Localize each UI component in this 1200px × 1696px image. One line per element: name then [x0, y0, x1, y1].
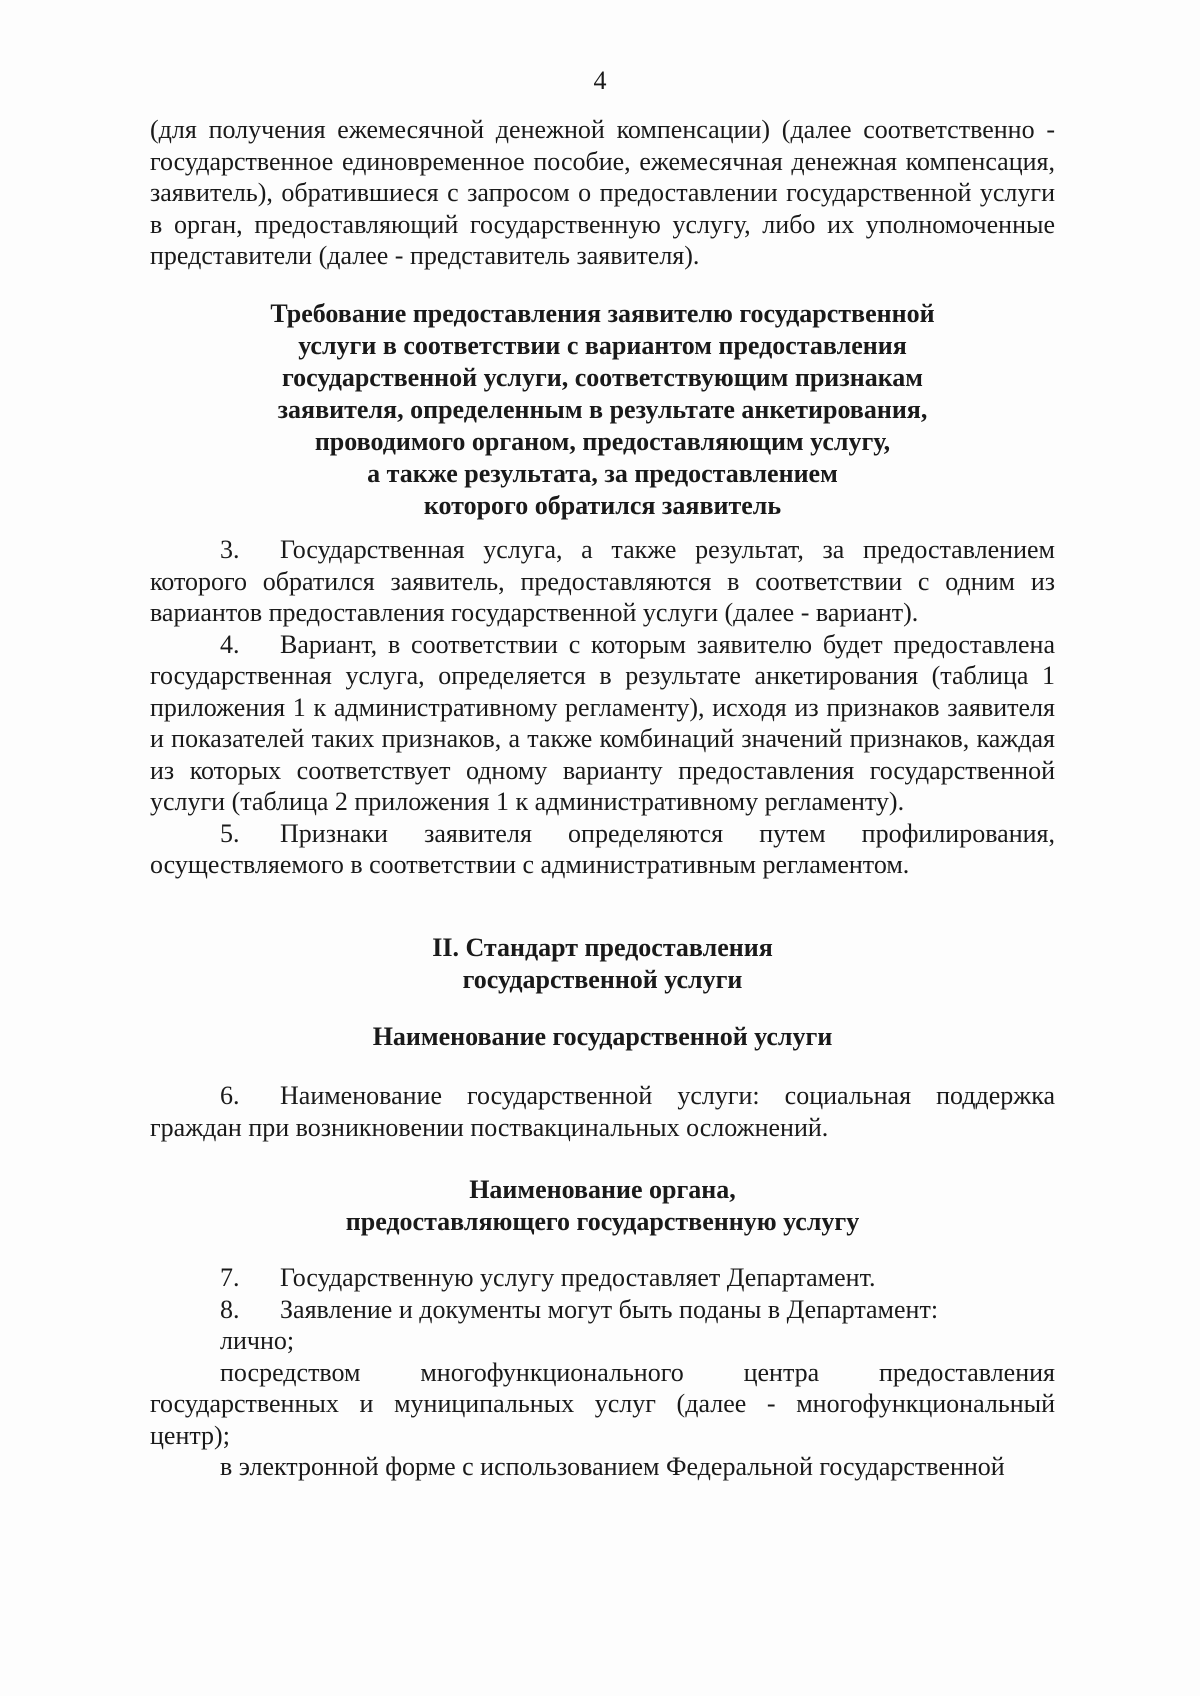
heading-requirement [150, 298, 1055, 522]
submission-method: посредством многофункционального центра предоставления государственных и муниципальных услуг (далее - многофункциональный центр); [150, 1357, 1055, 1450]
item-text: Государственная услуга, а также результат, за предоставлением которого обратился заявитель, предоставляются в соответствии с одним из вариантов предоставления государственной услуги (далее - вариант). [150, 535, 1055, 627]
submission-method: лично; [220, 1326, 295, 1355]
item-text: Государственную услугу предоставляет Департамент. [280, 1263, 876, 1292]
item-number: 6. [220, 1081, 240, 1110]
items-7-8-block [150, 1262, 1055, 1483]
list-item-7 [150, 1262, 1055, 1294]
item-text: Заявление и документы могут быть поданы в Департамент: [280, 1294, 939, 1324]
list-item-3 [150, 534, 1055, 629]
page-number: 4 [593, 66, 607, 95]
item-text: Наименование государственной услуги: социальная поддержка граждан при возникновении поствакцинальных осложнений. [150, 1081, 1055, 1142]
list-item-4 [150, 629, 1055, 818]
heading-line: которого обратился заявитель [423, 491, 782, 520]
item-text: Признаки заявителя определяются путем профилирования, осуществляемого в соответствии с административным регламентом. [150, 818, 1055, 879]
item-number: 8. [220, 1294, 240, 1324]
intro-paragraph: (для получения ежемесячной денежной компенсации) (далее соответственно - государственное единовременное пособие, ежемесячная денежная компенсация, заявитель), обратившиеся с запросом о предоставлении государственной услуги в орган, предоставляющий государственную услугу, либо их уполномоченные представители (далее - представитель заявителя). [150, 115, 1055, 270]
item-number: 7. [220, 1263, 240, 1292]
heading-line: предоставляющего государственную услугу [345, 1207, 860, 1236]
heading-line: проводимого органом, предоставляющим услугу, [314, 427, 891, 456]
list-item-6 [150, 1080, 1055, 1143]
heading-line: Требование предоставления заявителю государственной [270, 299, 935, 328]
item-number: 3. [220, 535, 240, 564]
heading-line: государственной услуги [462, 965, 743, 994]
intro-paragraph-block [150, 114, 1055, 272]
heading-line: Наименование государственной услуги [372, 1022, 833, 1051]
item-6-block [150, 1080, 1055, 1143]
heading-line: а также результата, за предоставлением [367, 459, 838, 488]
heading-line: II. Стандарт предоставления [432, 933, 773, 962]
list-item-8 [150, 1294, 1055, 1326]
heading-line: государственной услуги, соответствующим признакам [281, 363, 924, 392]
item-number: 5. [220, 818, 240, 848]
submission-method: в электронной форме с использованием Федеральной государственной [220, 1452, 1005, 1481]
heading-line: Наименование органа, [469, 1175, 736, 1204]
item-text: Вариант, в соответствии с которым заявителю будет предоставлена государственная услуга, определяется в результате анкетирования (таблица 1 приложения 1 к административному регламенту), исходя из признаков заявителя и показателей таких признаков, а также комбинаций значений признаков, каждая из которых соответствует одному варианту предоставления государственной услуги (таблица 2 приложения 1 к административному регламенту). [150, 629, 1055, 816]
items-3-5-block [150, 534, 1055, 881]
heading-line: заявителя, определенным в результате анкетирования, [277, 395, 928, 424]
heading-organ [150, 1174, 1055, 1238]
heading-section-2 [150, 932, 1055, 996]
heading-service-name [150, 1021, 1055, 1053]
list-item-5 [150, 818, 1055, 881]
heading-line: услуги в соответствии с вариантом предоставления [298, 331, 907, 360]
item-number: 4. [220, 629, 240, 659]
